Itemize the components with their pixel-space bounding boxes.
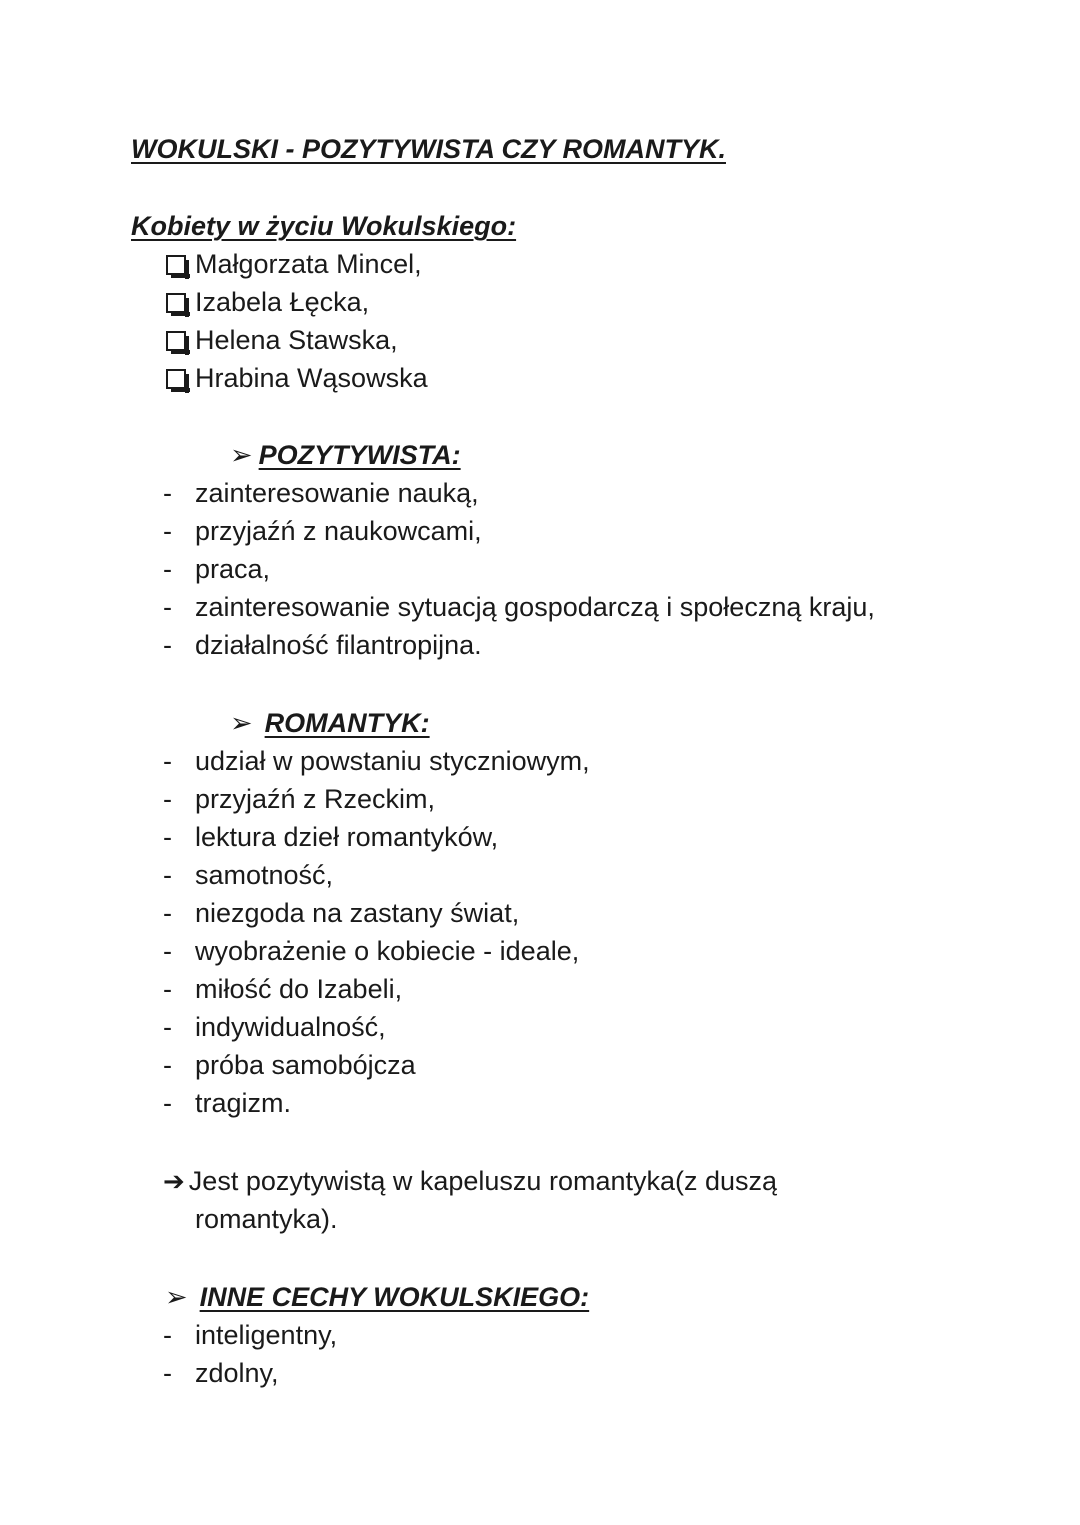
women-list-item (166, 245, 422, 283)
dash-bullet: - (163, 630, 172, 660)
romantic-list-item-label: samotność, (195, 860, 334, 890)
other-traits-section-header (165, 1278, 589, 1316)
arrow-right-icon: ➔ (163, 1166, 185, 1196)
conclusion-line-1 (163, 1162, 777, 1200)
dash-bullet: - (163, 822, 172, 852)
dash-bullet: - (163, 784, 172, 814)
dash-bullet: - (163, 860, 172, 890)
positivist-list-item-label: praca, (195, 554, 271, 584)
dash-bullet: - (163, 592, 172, 622)
dash-bullet: - (163, 1358, 172, 1388)
other-traits-list-item-label: inteligentny, (195, 1320, 338, 1350)
arrowhead-bullet-icon: ➢ (165, 1282, 188, 1312)
dash-bullet: - (163, 1050, 172, 1080)
positivist-list-item-label: zainteresowanie nauką, (195, 478, 479, 508)
other-traits-list-item-label: zdolny, (195, 1358, 279, 1388)
women-list-item (166, 359, 428, 397)
romantic-list-item-label: wyobrażenie o kobiecie - ideale, (195, 936, 580, 966)
romantic-list-item-label: lektura dzieł romantyków, (195, 822, 499, 852)
women-list-item (166, 321, 398, 359)
conclusion-line-2: romantyka). (195, 1204, 338, 1234)
romantic-list-item-label: tragizm. (195, 1088, 292, 1118)
romantic-section-heading: ROMANTYK: (264, 708, 430, 738)
positivist-section-heading: POZYTYWISTA: (258, 440, 461, 470)
dash-bullet: - (163, 746, 172, 776)
romantic-section-header (230, 704, 430, 742)
checkbox-icon (166, 331, 186, 351)
women-section-heading: Kobiety w życiu Wokulskiego: (131, 211, 517, 241)
women-list-item (166, 283, 369, 321)
women-list-item-label: Izabela Łęcka, (195, 287, 370, 317)
dash-bullet: - (163, 936, 172, 966)
romantic-list-item-label: indywidualność, (195, 1012, 386, 1042)
dash-bullet: - (163, 554, 172, 584)
checkbox-icon (166, 293, 186, 313)
positivist-list-item-label: zainteresowanie sytuacją gospodarczą i społeczną kraju, (195, 592, 875, 622)
document-title: WOKULSKI - POZYTYWISTA CZY ROMANTYK. (131, 134, 726, 164)
positivist-list-item-label: przyjaźń z naukowcami, (195, 516, 482, 546)
romantic-list-item-label: przyjaźń z Rzeckim, (195, 784, 436, 814)
romantic-list-item-label: miłość do Izabeli, (195, 974, 403, 1004)
romantic-list-item-label: udział w powstaniu styczniowym, (195, 746, 590, 776)
arrowhead-bullet-icon: ➢ (230, 440, 253, 470)
dash-bullet: - (163, 478, 172, 508)
romantic-list-item-label: próba samobójcza (195, 1050, 416, 1080)
dash-bullet: - (163, 1088, 172, 1118)
dash-bullet: - (163, 1012, 172, 1042)
positivist-list-item-label: działalność filantropijna. (195, 630, 482, 660)
checkbox-icon (166, 255, 186, 275)
positivist-section-header (230, 436, 461, 474)
checkbox-icon (166, 369, 186, 389)
arrowhead-bullet-icon: ➢ (230, 708, 253, 738)
women-list-item-label: Hrabina Wąsowska (195, 363, 428, 393)
dash-bullet: - (163, 898, 172, 928)
romantic-list-item-label: niezgoda na zastany świat, (195, 898, 520, 928)
dash-bullet: - (163, 1320, 172, 1350)
women-list-item-label: Helena Stawska, (195, 325, 398, 355)
women-list-item-label: Małgorzata Mincel, (195, 249, 422, 279)
dash-bullet: - (163, 974, 172, 1004)
conclusion-text: Jest pozytywistą w kapeluszu romantyka(z duszą (188, 1166, 778, 1196)
dash-bullet: - (163, 516, 172, 546)
other-traits-section-heading: INNE CECHY WOKULSKIEGO: (199, 1282, 590, 1312)
